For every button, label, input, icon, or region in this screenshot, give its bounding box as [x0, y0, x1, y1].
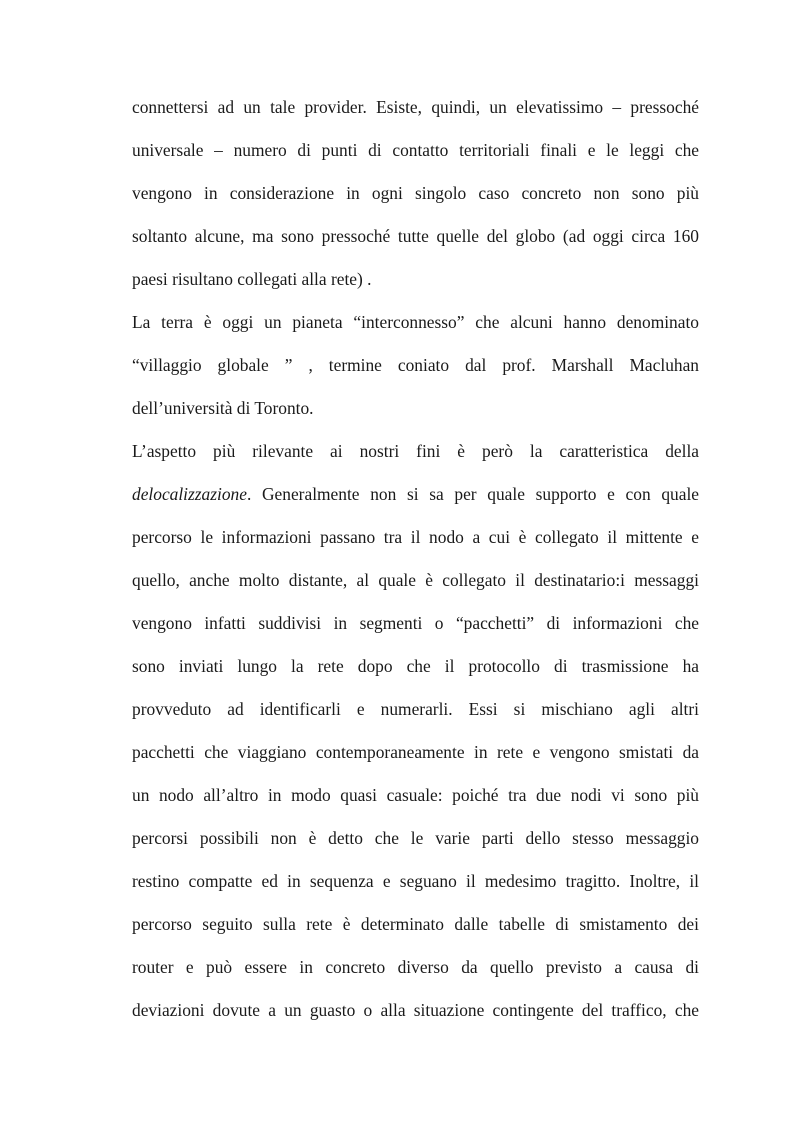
text-line: percorso le informazioni passano tra il nodo a cui è collegato il mittente e — [132, 527, 699, 547]
text-line: restino compatte ed in sequenza e seguano il medesimo tragitto. Inoltre, il — [132, 871, 699, 891]
text-line: soltanto alcune, ma sono pressoché tutte quelle del globo (ad oggi circa 160 — [132, 226, 699, 246]
text-line: L’aspetto più rilevante ai nostri fini è però la caratteristica della — [132, 441, 699, 461]
text-line: vengono infatti suddivisi in segmenti o “pacchetti” di informazioni che — [132, 613, 699, 633]
text-line: vengono in considerazione in ogni singolo caso concreto non sono più — [132, 183, 699, 203]
paragraph-3 — [132, 430, 699, 1032]
text-line: connettersi ad un tale provider. Esiste, quindi, un elevatissimo – pressoché — [132, 97, 699, 117]
text-line: “villaggio globale ” , termine coniato dal prof. Marshall Macluhan — [132, 355, 699, 375]
emphasis-term: delocalizzazione — [132, 484, 247, 504]
text-line: sono inviati lungo la rete dopo che il protocollo di trasmissione ha — [132, 656, 699, 676]
text-line: pacchetti che viaggiano contemporaneamente in rete e vengono smistati da — [132, 742, 699, 762]
paragraph-1 — [132, 86, 699, 301]
body-text — [132, 86, 699, 1032]
text-line: percorsi possibili non è detto che le varie parti dello stesso messaggio — [132, 828, 699, 848]
text-line: deviazioni dovute a un guasto o alla situazione contingente del traffico, che — [132, 1000, 699, 1020]
text-line: provveduto ad identificarli e numerarli. Essi si mischiano agli altri — [132, 699, 699, 719]
paragraph-2 — [132, 301, 699, 430]
text-line: dell’università di Toronto. — [132, 398, 314, 418]
text-line-with-emphasis — [132, 473, 699, 516]
text-line: percorso seguito sulla rete è determinato dalle tabelle di smistamento dei — [132, 914, 699, 934]
text-run: . Generalmente non si sa per quale supporto e con quale — [246, 484, 699, 504]
text-line: quello, anche molto distante, al quale è collegato il destinatario:i messaggi — [132, 570, 699, 590]
text-line: universale – numero di punti di contatto territoriali finali e le leggi che — [132, 140, 699, 160]
text-line: router e può essere in concreto diverso da quello previsto a causa di — [132, 957, 699, 977]
text-line: un nodo all’altro in modo quasi casuale: poiché tra due nodi vi sono più — [132, 785, 699, 805]
text-line: paesi risultano collegati alla rete) . — [132, 269, 372, 289]
text-line: La terra è oggi un pianeta “interconnesso” che alcuni hanno denominato — [132, 312, 699, 332]
